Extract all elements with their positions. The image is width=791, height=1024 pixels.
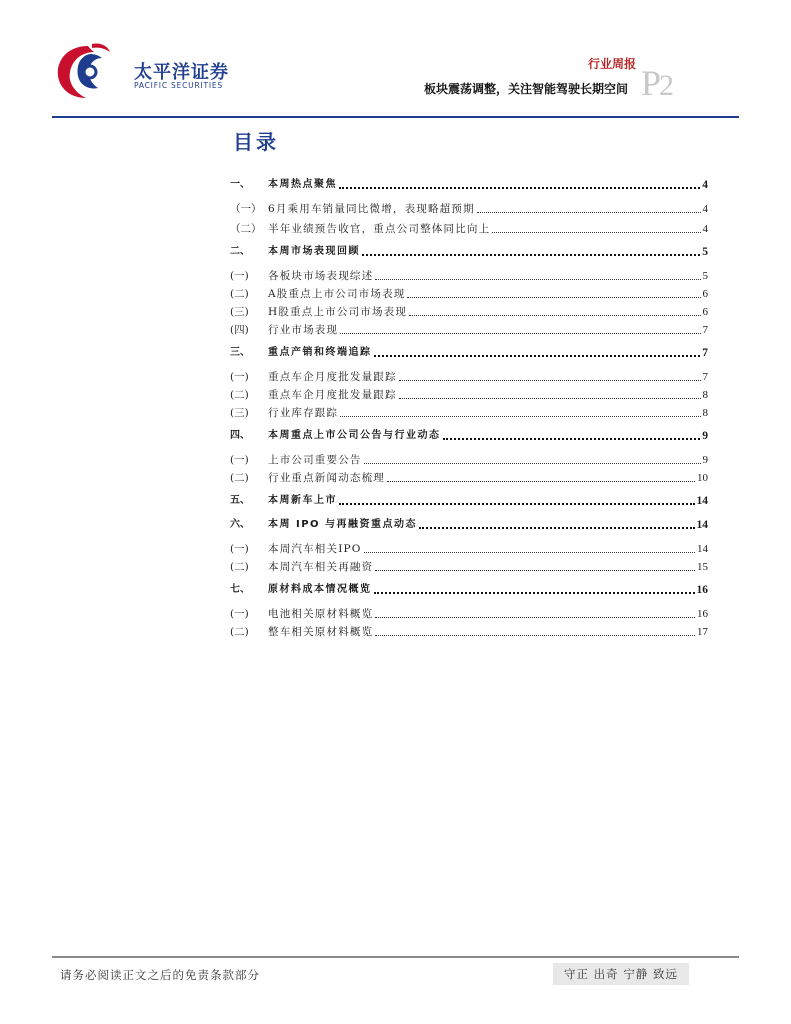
toc-entry-text: 本周新车上市: [268, 495, 337, 506]
toc-entry-leader: [407, 296, 700, 298]
toc-entry-number: （一）: [230, 203, 262, 215]
toc-entry[interactable]: [230, 516, 708, 532]
toc-entry-page: 5: [702, 270, 708, 282]
toc-entry-number: (二): [230, 626, 249, 638]
toc-entry-page: 14: [697, 543, 708, 555]
toc-entry-page: 8: [702, 389, 708, 401]
toc-entry-leader: [492, 231, 700, 233]
toc-entry-page: 7: [702, 347, 708, 359]
toc-entry[interactable]: [230, 344, 708, 360]
toc-entry-page: 4: [702, 223, 708, 235]
footer-motto: 守正 出奇 宁静 致远: [553, 963, 689, 985]
toc-entry-number: (三): [230, 306, 249, 318]
toc-entry-page: 8: [702, 407, 708, 419]
toc-entry-text: 重点车企月度批发量跟踪: [268, 389, 397, 401]
toc-entry-text: 行业市场表现: [268, 324, 339, 336]
toc-entry-text: 本周市场表现回顾: [268, 246, 360, 257]
toc-entry-number: (四): [230, 324, 249, 336]
toc-entry-leader: [374, 591, 695, 594]
toc-entry-number: 五、: [230, 495, 250, 506]
toc-entry-text: 本周重点上市公司公告与行业动态: [268, 430, 441, 441]
toc-entry-number: 三、: [230, 347, 250, 358]
toc-entry-leader: [375, 634, 695, 636]
toc-entry-text: 各板块市场表现综述: [268, 270, 374, 282]
toc-entry-text: 行业库存跟踪: [268, 407, 339, 419]
toc-entry[interactable]: [230, 267, 708, 283]
toc-entry[interactable]: [230, 492, 708, 508]
toc-title: 目录: [233, 130, 279, 154]
toc-entry-number: (二): [230, 389, 249, 401]
toc-entry-leader: [362, 253, 700, 256]
toc-entry-page: 14: [696, 495, 708, 507]
toc-entry-leader: [375, 569, 695, 571]
toc-entry[interactable]: [230, 386, 708, 402]
page-indicator: [641, 62, 672, 104]
toc-entry-page: 17: [697, 626, 708, 638]
footer-divider: [52, 956, 739, 958]
toc-entry[interactable]: [230, 451, 708, 467]
toc-entry-leader: [340, 415, 700, 417]
toc-entry-number: (一): [230, 454, 249, 466]
toc-entry-number: (二): [230, 561, 249, 573]
logo-chinese-name: 太平洋证券: [134, 62, 229, 83]
toc-entry-page: 9: [702, 430, 708, 442]
toc-entry-page: 15: [697, 561, 708, 573]
toc-entry[interactable]: [230, 623, 708, 639]
toc-entry-leader: [399, 397, 701, 399]
toc-entry-number: (一): [230, 270, 249, 282]
toc-entry-leader: [375, 616, 695, 618]
toc-entry[interactable]: [230, 368, 708, 384]
toc-entry-leader: [409, 314, 700, 316]
toc-entry-leader: [339, 502, 695, 505]
toc-entry[interactable]: [230, 469, 708, 485]
toc-entry-text: 上市公司重要公告: [268, 454, 362, 466]
toc-entry[interactable]: [230, 540, 708, 556]
toc-entry-leader: [340, 332, 700, 334]
toc-entry-text: 重点车企月度批发量跟踪: [268, 371, 397, 383]
toc-entry-leader: [419, 526, 694, 529]
toc-entry-number: 一、: [230, 179, 250, 190]
toc-entry-text: H股重点上市公司市场表现: [268, 306, 408, 318]
toc-entry-text: 6月乘用车销量同比微增，表现略超预期: [268, 203, 475, 215]
toc-entry[interactable]: [230, 243, 708, 259]
toc-entry[interactable]: [230, 285, 708, 301]
toc-entry-leader: [387, 480, 695, 482]
toc-entry-text: 重点产销和终端追踪: [268, 347, 372, 358]
company-logo: [52, 40, 229, 100]
toc-entry-page: 9: [702, 454, 708, 466]
toc-entry-text: 原材料成本情况概览: [268, 584, 372, 595]
toc-entry[interactable]: [230, 321, 708, 337]
report-title: 板块震荡调整，关注智能驾驶长期空间: [423, 82, 628, 96]
toc-entry-text: A股重点上市公司市场表现: [268, 288, 406, 300]
toc-entry-number: 六、: [230, 519, 250, 530]
toc-entry[interactable]: [230, 220, 708, 236]
toc-entry-leader: [399, 379, 701, 381]
toc-entry-page: 16: [696, 584, 708, 596]
toc-entry-leader: [339, 186, 700, 189]
toc-entry-page: 7: [702, 324, 708, 336]
toc-entry-text: 本周 IPO 与再融资重点动态: [268, 519, 418, 530]
toc-entry-text: 本周热点聚焦: [268, 179, 337, 190]
toc-entry-page: 7: [702, 371, 708, 383]
toc-entry-text: 行业重点新闻动态梳理: [268, 472, 385, 484]
toc-entry-number: （二）: [230, 223, 262, 235]
toc-entry-leader: [364, 462, 701, 464]
toc-entry[interactable]: [230, 404, 708, 420]
page-prefix: P: [641, 63, 660, 103]
toc-entry-number: (一): [230, 371, 249, 383]
toc-entry[interactable]: [230, 200, 708, 216]
toc-entry-leader: [364, 551, 695, 553]
toc-entry-leader: [443, 437, 701, 440]
toc-entry[interactable]: [230, 303, 708, 319]
toc-entry-number: (一): [230, 608, 249, 620]
toc-entry-page: 4: [702, 179, 708, 191]
logo-english-name: PACIFIC SECURITIES: [134, 81, 223, 90]
toc-entry-leader: [477, 211, 701, 213]
page-number: 2: [659, 69, 673, 102]
toc-entry-page: 4: [702, 203, 708, 215]
toc-entry[interactable]: [230, 581, 708, 597]
toc-entry-number: (二): [230, 472, 249, 484]
report-type: 行业周报: [587, 57, 636, 71]
toc-entry-number: (二): [230, 288, 249, 300]
header-divider: [52, 116, 739, 118]
pacific-securities-logo-icon: [52, 40, 130, 102]
toc-entry[interactable]: [230, 176, 708, 192]
toc-entry[interactable]: [230, 558, 708, 574]
toc-entry-page: 16: [697, 608, 708, 620]
toc-entry-text: 本周汽车相关再融资: [268, 561, 374, 573]
toc-entry-leader: [375, 278, 700, 280]
toc-entry-text: 本周汽车相关IPO: [268, 543, 362, 555]
toc-entry-number: 七、: [230, 584, 250, 595]
toc-entry-page: 6: [702, 306, 708, 318]
toc-entry-text: 电池相关原材料概览: [268, 608, 374, 620]
toc-entry-leader: [374, 354, 701, 357]
toc-entry[interactable]: [230, 605, 708, 621]
toc-entry-page: 5: [702, 246, 708, 258]
toc-entry-page: 6: [702, 288, 708, 300]
toc-entry-text: 半年业绩预告收官，重点公司整体同比向上: [268, 223, 491, 235]
toc-entry-page: 10: [697, 472, 708, 484]
toc-entry-number: 四、: [230, 430, 250, 441]
toc-entry[interactable]: [230, 427, 708, 443]
toc-entry-number: 二、: [230, 246, 250, 257]
toc-entry-page: 14: [696, 519, 708, 531]
toc-entry-number: (一): [230, 543, 249, 555]
toc-entry-text: 整车相关原材料概览: [268, 626, 374, 638]
footer-disclaimer: 请务必阅读正文之后的免责条款部分: [60, 968, 260, 982]
toc-entry-number: (三): [230, 407, 249, 419]
